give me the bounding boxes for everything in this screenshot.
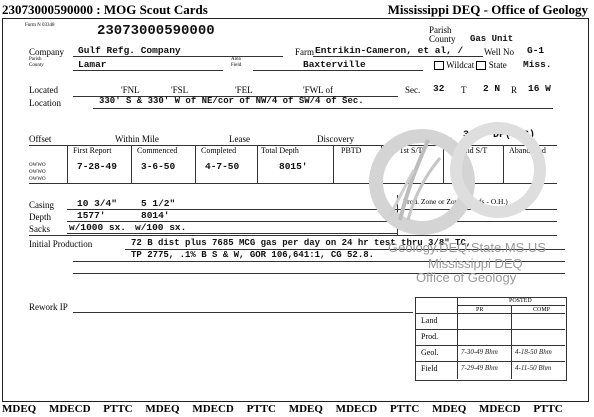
- fel-label: 'FEL: [235, 85, 253, 95]
- sacks-label: Sacks: [29, 224, 50, 234]
- depth-value-2: 8014': [141, 210, 170, 221]
- rework-label: Rework IP: [29, 302, 68, 312]
- company-label: Company: [29, 47, 64, 57]
- comp-label: COMP: [533, 307, 551, 313]
- company-value: Gulf Refg. Company: [78, 45, 181, 56]
- col-total-depth: Total Depth: [261, 146, 299, 155]
- form-number: Form N 03348: [25, 23, 55, 28]
- parish-label: Parish: [429, 25, 452, 35]
- state-label: State: [488, 60, 507, 70]
- ip-line-1: 72 B dist plus 7685 MCG gas per day on 24 hr test thru 3/8" TC,: [131, 238, 472, 248]
- located-label: Located: [29, 85, 58, 95]
- commenced-value: 3-6-50: [141, 161, 176, 172]
- offset-label: Offset: [29, 134, 52, 144]
- sacks-value-1: w/1000 sx.: [69, 222, 127, 233]
- t-label: T: [461, 85, 467, 95]
- ip-line-2: TP 2775, .1% B S & W, GOR 106,641:1, CG 52.8.: [131, 250, 375, 260]
- fnl-label: 'FNL: [121, 85, 140, 95]
- state-checkbox: [476, 61, 486, 70]
- col-first-report: First Report: [73, 146, 112, 155]
- col-commenced: Commenced: [137, 146, 178, 155]
- watermark-url: Geology.DEQ.State.MS.US: [388, 240, 546, 255]
- location-value: 330' S & 330' W of NE/cor of NW/4 of SW/4 of Sec.: [99, 96, 364, 106]
- within-mile-label: Within Mile: [115, 134, 159, 144]
- area-label: Area: [231, 57, 241, 62]
- county2-value: Lamar: [78, 59, 107, 70]
- sec-value: 32: [433, 83, 445, 94]
- wildcat-checkbox: [434, 61, 444, 70]
- casing-value-2: 5 1/2": [141, 198, 176, 209]
- depth-label: Depth: [29, 212, 51, 222]
- casing-label: Casing: [29, 200, 55, 210]
- county-value: Gas Unit: [470, 34, 514, 44]
- lease-label: Lease: [229, 134, 250, 144]
- total-depth-value: 8015': [279, 161, 308, 172]
- first-report-value: 7-28-49: [77, 161, 117, 172]
- pr-label: PR: [476, 307, 484, 313]
- parish2-label: Parish: [29, 57, 42, 62]
- wildcat-field: [434, 60, 507, 70]
- elev-label: Elev.: [435, 134, 454, 144]
- depth-value-1: 1577': [77, 210, 106, 221]
- state-value: Miss.: [523, 59, 552, 70]
- api-number: 23073000590000: [97, 23, 215, 39]
- completed-value: 4-7-50: [205, 161, 240, 172]
- sacks-value-2: w/100 sx.: [135, 222, 187, 233]
- ip-label: Initial Production: [29, 239, 93, 249]
- farm-value: Entrikin-Cameron, et al, /: [315, 45, 464, 56]
- geol-pr-value: 7-30-49 Bhm: [461, 348, 498, 356]
- header-agency-title: Mississippi DEQ - Office of Geology: [387, 2, 588, 17]
- col-completed: Completed: [201, 146, 237, 155]
- t-value: 2 N: [483, 83, 501, 94]
- mdeq-seal-watermark: [360, 100, 560, 240]
- r-label: R: [511, 85, 518, 95]
- col-pbtd: PBTD: [341, 146, 362, 155]
- casing-value-1: 10 3/4": [77, 198, 117, 209]
- well-label: Well No: [484, 47, 515, 57]
- footer-strip: MDEQ MDECD PTTC MDEQ MDECD PTTC MDEQ MDECD PTTC MDEQ MDECD PTTC: [2, 403, 563, 415]
- well-value: G-1: [527, 45, 545, 56]
- elev-value: 349' DF(L&S): [463, 130, 536, 141]
- wildcat-label: Wildcat: [446, 60, 475, 70]
- posted-row-land: Land: [421, 316, 438, 325]
- r-value: 16 W: [528, 83, 551, 94]
- watermark-line-1: Mississippi DEQ: [428, 256, 523, 271]
- fwl-label: 'FWL of: [303, 85, 334, 95]
- watermark-line-2: Office of Geology: [416, 270, 517, 285]
- farm-label: Farm: [295, 47, 314, 57]
- posted-row-prod: Prod.: [421, 332, 439, 341]
- fsl-label: 'FSL: [171, 85, 189, 95]
- col-td-1st: TD 1st S/T: [387, 146, 423, 155]
- owwo-label-3: OWWO: [29, 177, 46, 182]
- field-pr-value: 7-29-49 Bhm: [461, 364, 498, 372]
- geol-comp-value: 4-18-50 Bhm: [515, 348, 552, 356]
- posted-row-geol: Geol.: [421, 348, 439, 357]
- col-td-2nd: TD 2nd S/T: [449, 146, 488, 155]
- field-value: Baxterville: [303, 59, 366, 70]
- header-api-title: 23073000590000 : MOG Scout Cards: [2, 2, 208, 17]
- county2-label: County: [29, 63, 44, 68]
- posted-label: POSTED: [509, 298, 532, 304]
- county-label: County: [429, 34, 456, 44]
- field-comp-value: 4-11-50 Bhm: [515, 364, 552, 372]
- posted-row-field: Field: [421, 364, 438, 373]
- owwo-label-1: OWWO: [29, 163, 46, 168]
- sec-label: Sec.: [405, 85, 421, 95]
- location-label: Location: [29, 98, 61, 108]
- col-abandoned: Abandoned: [509, 146, 546, 155]
- discovery-label: Discovery: [317, 134, 354, 144]
- owwo-label-2: OWWO: [29, 170, 46, 175]
- field-label: Field: [231, 63, 242, 68]
- prod-zone-label: Prod. Zone or Zones (Perfs - O.H.): [403, 197, 508, 206]
